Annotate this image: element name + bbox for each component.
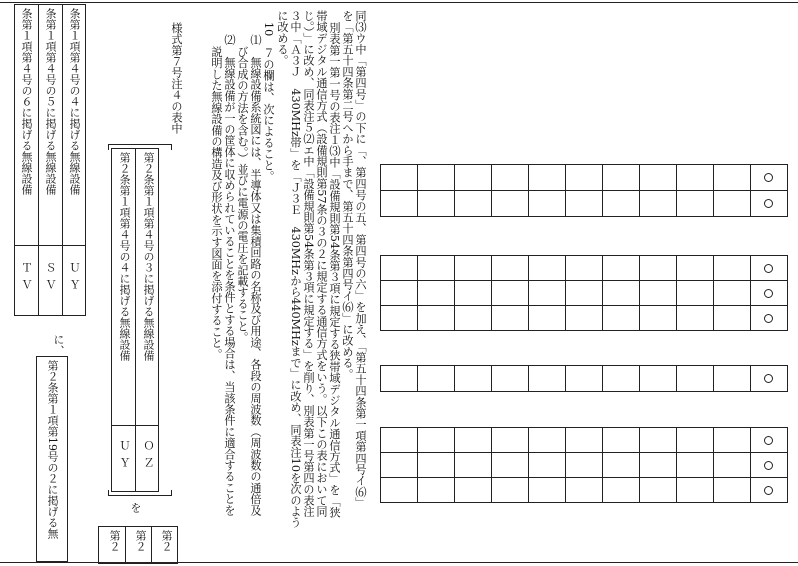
circle-mark — [764, 314, 773, 323]
form-note: 様式第７号注４の表中 — [170, 22, 183, 134]
grid-cell — [454, 427, 492, 453]
grid-cell — [454, 255, 492, 281]
top-table-code: ＵＹ — [118, 440, 131, 474]
grid-cell — [491, 365, 529, 392]
grid-cell — [454, 190, 492, 217]
grid-cell — [602, 365, 640, 392]
grid-cell — [380, 280, 418, 306]
body-line: び合成の方法を含む。）並びに電源の電圧を記載すること。 — [236, 46, 249, 343]
grid-cell — [380, 477, 418, 503]
grid-cell — [454, 305, 492, 331]
grid-cell — [380, 190, 418, 217]
grid-cell — [565, 255, 603, 281]
circle-mark — [764, 173, 773, 182]
grid-cell — [676, 280, 714, 306]
left-table-label: 条第１項第４号の５に掲げる無線設備 — [44, 8, 57, 195]
grid-cell — [602, 427, 640, 453]
body-line: 説明した無線設備の構造及び形状を示す図面を添付すること。 — [210, 46, 223, 360]
grid-cell — [676, 305, 714, 331]
grid-cell — [713, 427, 751, 453]
grid-cell — [380, 427, 418, 453]
grid-cell — [380, 452, 418, 478]
grid-cell — [713, 365, 751, 392]
grid-cell — [676, 190, 714, 217]
grid-cell — [639, 255, 677, 281]
grid-cell — [602, 477, 640, 503]
bottom-right-cell: 第２ — [108, 530, 121, 552]
grid-cell — [565, 365, 603, 392]
grid-cell — [417, 164, 455, 191]
top-rule — [0, 2, 798, 3]
grid-cell — [676, 427, 714, 453]
grid-cell — [528, 190, 566, 217]
grid-cell — [417, 365, 455, 392]
grid-cell — [417, 305, 455, 331]
grid-cell — [454, 365, 492, 392]
circle-mark — [764, 436, 773, 445]
grid-cell — [380, 305, 418, 331]
circle-mark — [764, 289, 773, 298]
circle-mark — [764, 486, 773, 495]
grid-cell — [565, 164, 603, 191]
left-table-label: 条第１項第４号の６に掲げる無線設備 — [20, 8, 33, 195]
grid-cell — [417, 427, 455, 453]
top-table-code: ＯＺ — [142, 440, 155, 474]
body-line: を「第五十四条第二号へから手まで、第五十四条第四号イ⑹」に改める。 — [341, 10, 354, 380]
grid-cell — [602, 280, 640, 306]
grid-cell — [491, 255, 529, 281]
body-line: 同⑶ウ中「第四号」の下に「、第四号の五、第四号の六」を加え、「第五十四条第一項第四号イ⑹」 — [354, 10, 367, 509]
particle-ni: に、 — [52, 334, 65, 356]
grid-cell — [639, 477, 677, 503]
grid-cell — [491, 190, 529, 217]
grid-cell — [565, 190, 603, 217]
body-line: ３中「Ａ３Ｊ 430MHz帯」を「Ｊ３Ｅ 430MHzから440MHzまで」に改め、同表注10を次のよう — [289, 10, 302, 529]
grid-cell — [713, 477, 751, 503]
grid-cell — [639, 427, 677, 453]
grid-cell — [713, 305, 751, 331]
bottom-right-cell: 第２ — [134, 530, 147, 552]
body-line: じ。）」に改め、同表注５⑵エ中「設備規則第54条第３項に規定する」を削り、別表第一号第四の表注 — [302, 10, 315, 518]
particle-wo: を — [129, 502, 142, 513]
grid-cell — [528, 305, 566, 331]
grid-cell — [380, 164, 418, 191]
grid-cell — [639, 190, 677, 217]
grid-cell — [417, 280, 455, 306]
grid-cell — [528, 452, 566, 478]
grid-cell — [565, 452, 603, 478]
grid-cell — [713, 164, 751, 191]
grid-cell — [639, 164, 677, 191]
grid-cell — [713, 255, 751, 281]
grid-cell — [602, 190, 640, 217]
grid-cell — [454, 280, 492, 306]
grid-cell — [454, 477, 492, 503]
left-table-code: ＳＶ — [44, 262, 57, 296]
top-table-label: 第２条第１項第４号の４に掲げる無線設備 — [118, 152, 131, 361]
grid-cell — [676, 365, 714, 392]
table-bracket — [108, 490, 172, 496]
grid-cell — [491, 452, 529, 478]
left-table-code: ＵＹ — [68, 262, 81, 296]
grid-cell — [676, 164, 714, 191]
bottom-table-label: 第２条第１項第19号の２に掲げる無 — [46, 360, 59, 539]
grid-cell — [528, 427, 566, 453]
body-line: 別表第一第一号の表注１⑶中「設備規則第54条第３項に規定する狭帯域デジタル通信方式」を「狭 — [328, 22, 341, 518]
grid-cell — [639, 280, 677, 306]
grid-cell — [602, 164, 640, 191]
grid-cell — [565, 280, 603, 306]
circle-mark — [764, 264, 773, 273]
grid-cell — [417, 477, 455, 503]
circle-mark — [764, 374, 773, 383]
grid-cell — [491, 477, 529, 503]
grid-cell — [491, 305, 529, 331]
grid-cell — [639, 452, 677, 478]
grid-cell — [565, 427, 603, 453]
top-table-label: 第２条第１項第４号の３に掲げる無線設備 — [142, 152, 155, 361]
grid-cell — [676, 477, 714, 503]
grid-cell — [491, 280, 529, 306]
grid-cell — [528, 280, 566, 306]
grid-cell — [639, 365, 677, 392]
body-line: 帯域デジタル通信方式（設備規則第57条の３の２に規定する通信方式をいう。以下この表において同 — [315, 10, 328, 518]
bottom-right-cell: 第２ — [160, 530, 173, 552]
grid-cell — [528, 477, 566, 503]
left-table-label: 条第１項第４号の４に掲げる無線設備 — [68, 8, 81, 195]
grid-cell — [713, 190, 751, 217]
grid-cell — [565, 305, 603, 331]
grid-cell — [528, 164, 566, 191]
grid-cell — [713, 452, 751, 478]
grid-cell — [565, 477, 603, 503]
grid-cell — [417, 190, 455, 217]
grid-cell — [454, 452, 492, 478]
grid-cell — [491, 164, 529, 191]
grid-cell — [602, 255, 640, 281]
grid-cell — [639, 305, 677, 331]
grid-cell — [454, 164, 492, 191]
body-line: ⑴ 無線設備系統図には、半導体又は集積回路の名称及び用途、各段の周波数（周波数の通倍及 — [249, 34, 262, 516]
circle-mark — [764, 199, 773, 208]
grid-cell — [713, 280, 751, 306]
grid-cell — [676, 452, 714, 478]
grid-cell — [380, 365, 418, 392]
grid-cell — [528, 365, 566, 392]
grid-cell — [676, 255, 714, 281]
circle-mark — [764, 461, 773, 470]
body-line: に改める。 — [276, 10, 289, 66]
body-line: 10 ７の欄は、次によること。 — [262, 22, 275, 182]
grid-cell — [380, 255, 418, 281]
grid-cell — [602, 305, 640, 331]
grid-cell — [528, 255, 566, 281]
grid-cell — [602, 452, 640, 478]
left-table-code: ＴＶ — [20, 262, 33, 296]
body-line: ⑵ 無線設備が一の筐体に収められていることを条件とする場合は、当該条件に適合することを — [223, 34, 236, 516]
grid-cell — [417, 452, 455, 478]
grid-cell — [491, 427, 529, 453]
grid-cell — [417, 255, 455, 281]
